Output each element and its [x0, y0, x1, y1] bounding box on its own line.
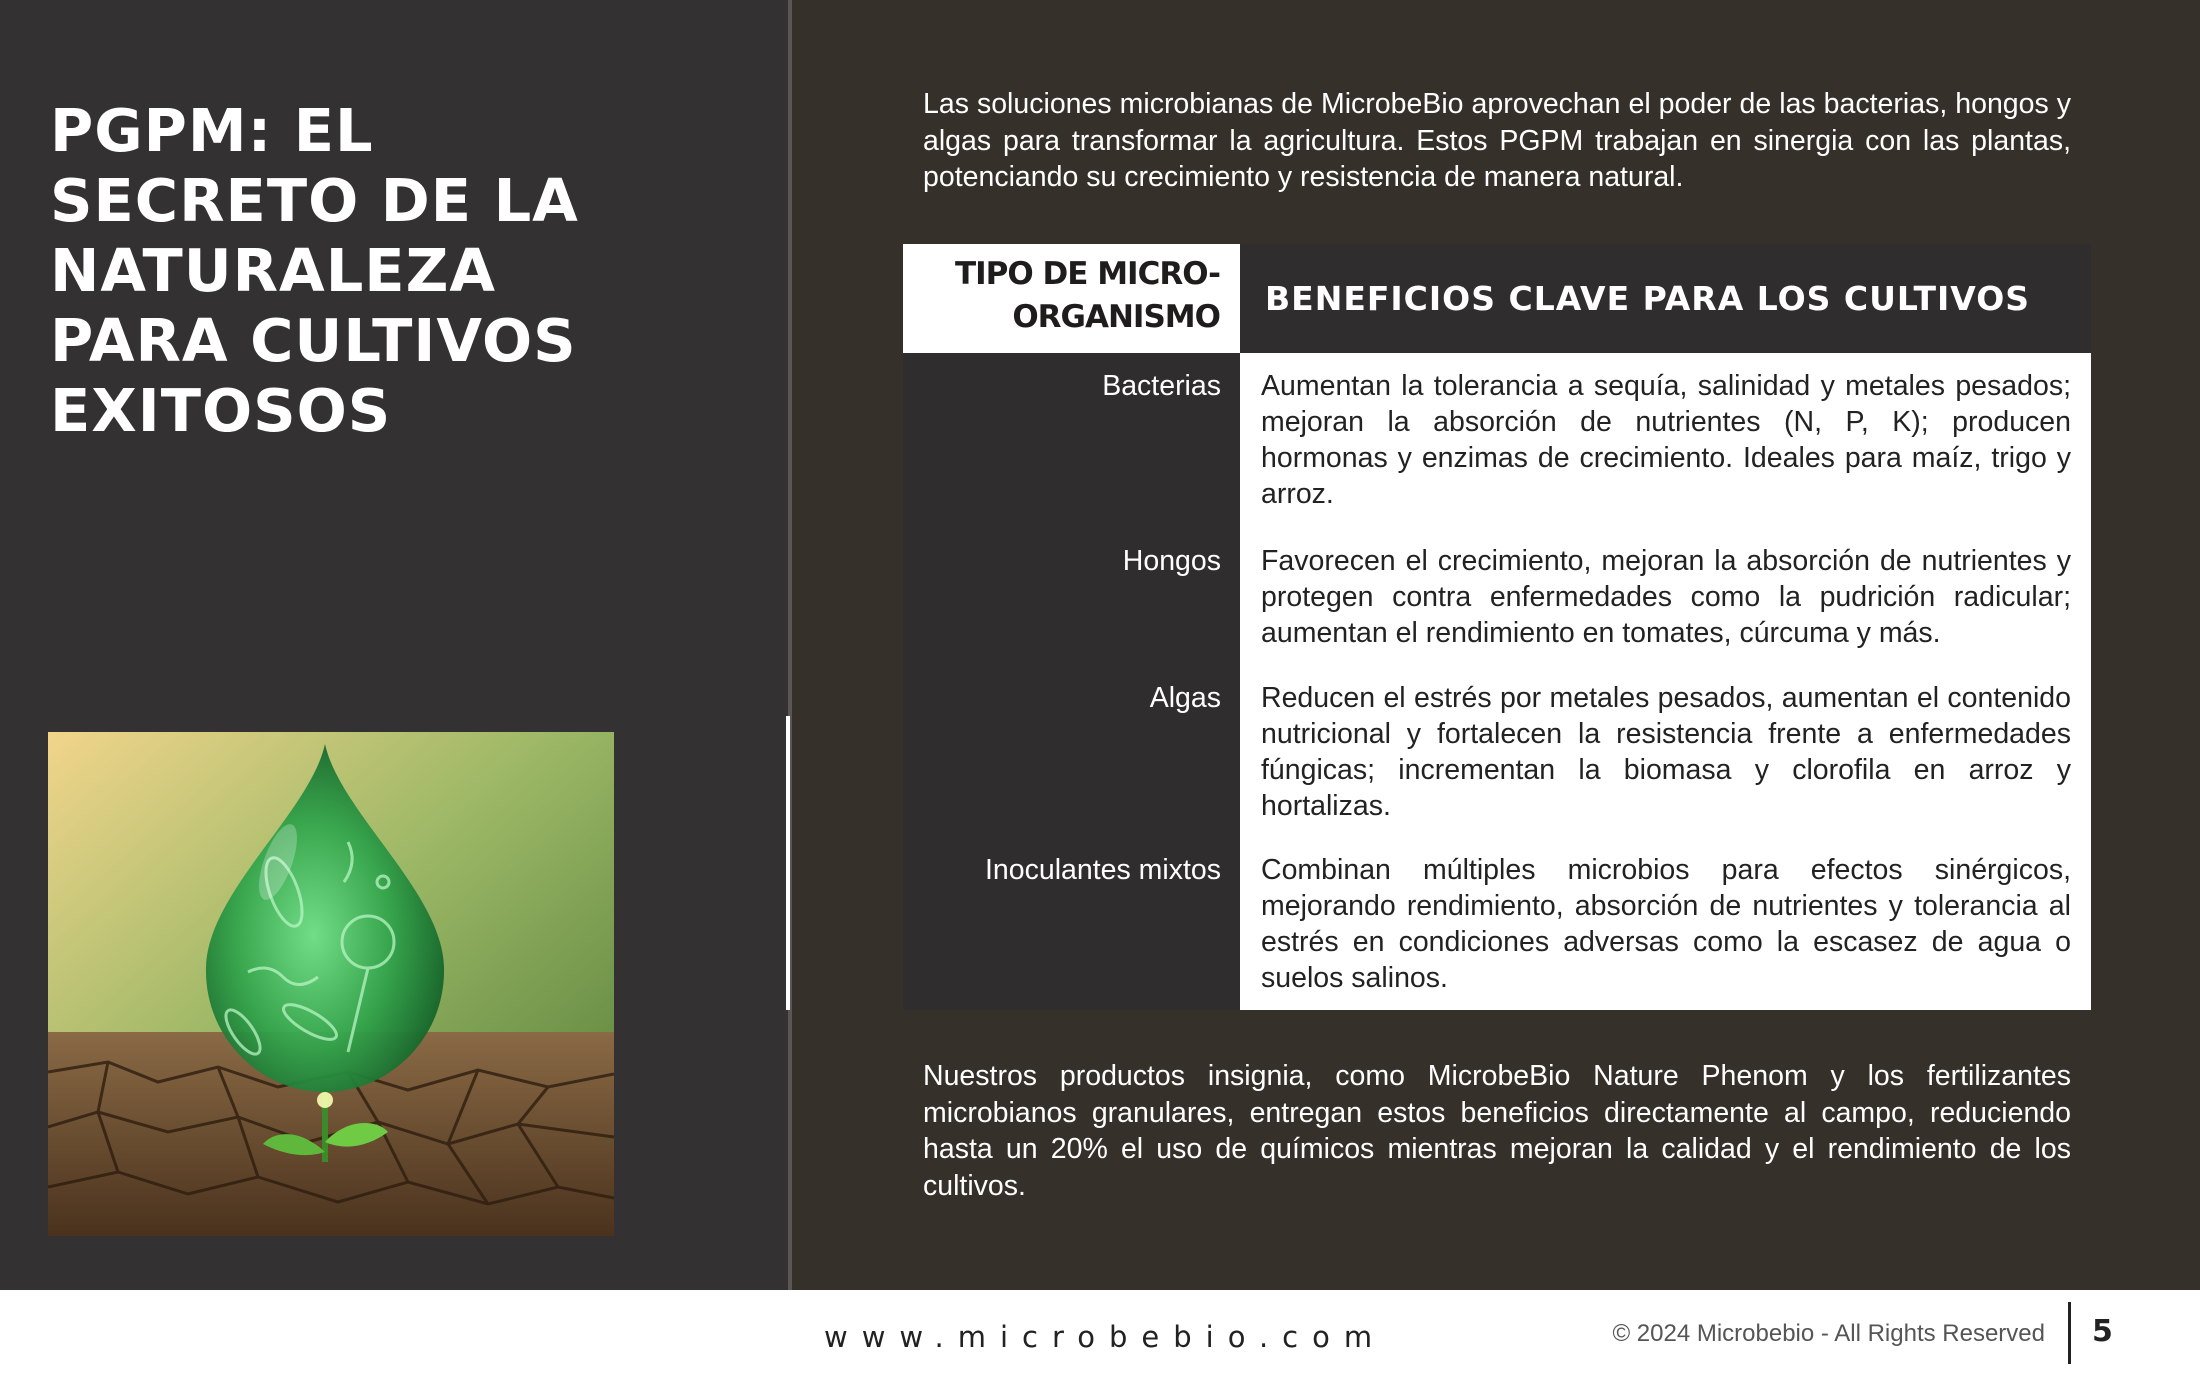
- benefits-table: [903, 244, 2091, 1010]
- table-row-benefit: Aumentan la tolerancia a sequía, salinidad y metales pesados; mejoran la absorción de nutrientes (N, P, K); producen hormonas y enzimas de crecimiento. Ideales para maíz, trigo y arroz.: [1261, 370, 2071, 510]
- intro-paragraph: Las soluciones microbianas de MicrobeBio aprovechan el poder de las bacterias, hongos y algas para transformar la agricultura. Estos PGPM trabajan en sinergia con las plantas, potenciando su crecimiento y resistencia de manera natural.: [923, 88, 2071, 193]
- copyright-text: © 2024 Microbebio - All Rights Reserved: [1612, 1320, 2045, 1347]
- table-row-type: Inoculantes mixtos: [984, 854, 1221, 886]
- footer-separator: [2068, 1302, 2071, 1364]
- table-row-type: Algas: [1149, 682, 1221, 714]
- footer: [0, 1290, 2200, 1400]
- table-row-type: Bacterias: [1102, 370, 1221, 402]
- closing-paragraph: Nuestros productos insignia, como MicrobeBio Nature Phenom y los fertilizantes microbianos granulares, entregan estos beneficios directamente al campo, reduciendo hasta un 20% el uso de químicos mientras mejoran la calidad y el rendimiento de los cultivos.: [923, 1060, 2071, 1202]
- table-header-benefits: BENEFICIOS CLAVE PARA LOS CULTIVOS: [1240, 244, 2091, 353]
- table-header-type: TIPO DE MICRO-ORGANISMO: [903, 244, 1240, 353]
- website-link[interactable]: www.microbebio.com: [824, 1320, 1387, 1354]
- water-drop-microbes-illustration-icon: [48, 732, 614, 1236]
- table-row-benefit: Combinan múltiples microbios para efectos sinérgicos, mejorando rendimiento, absorción de nutrientes y tolerancia al estrés en condiciones adversas como la escasez de agua o suelos salinos.: [1261, 854, 2071, 994]
- table-row-type: Hongos: [1122, 545, 1221, 577]
- page-number: 5: [2092, 1314, 2113, 1349]
- table-row-benefit: Favorecen el crecimiento, mejoran la absorción de nutrientes y protegen contra enfermedades como la pudrición radicular; aumentan el rendimiento en tomates, cúrcuma y más.: [1261, 545, 2071, 649]
- page-title: PGPM: EL SECRETO DE LA NATURALEZA PARA CULTIVOS EXITOSOS: [50, 96, 579, 445]
- table-row-benefit: Reducen el estrés por metales pesados, aumentan el contenido nutricional y fortalecen la resistencia frente a enfermedades fúngicas; incrementan la biomasa y clorofila en arroz y hortalizas.: [1261, 682, 2071, 822]
- microbe-drop-image: [48, 732, 614, 1236]
- divider-accent: [786, 716, 790, 1010]
